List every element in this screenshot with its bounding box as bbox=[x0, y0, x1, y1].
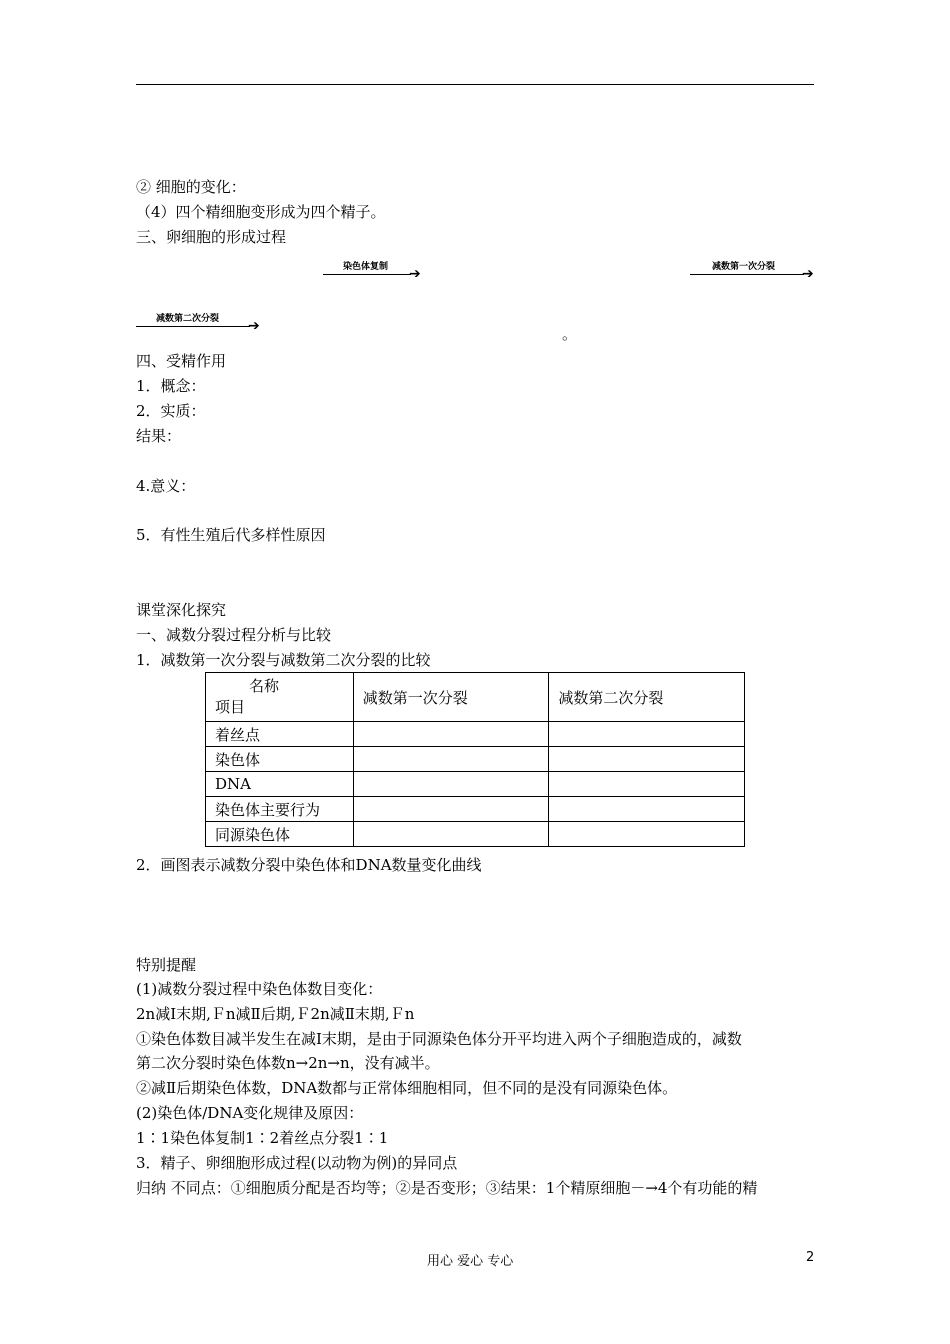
row-label: DNA bbox=[206, 772, 354, 797]
table-header-col1: 减数第一次分裂 bbox=[353, 673, 549, 722]
text-line: (2)染色体/DNA变化规律及原因： bbox=[136, 1104, 364, 1122]
arrow-meiosis-two: ➔ 减数第二次分裂 bbox=[136, 318, 258, 332]
arrow-meiosis-one: ➔ 减数第一次分裂 bbox=[690, 266, 812, 280]
arrow-right-icon: ➔ bbox=[409, 266, 421, 282]
table-cell bbox=[549, 747, 745, 772]
text-line: 结果： bbox=[136, 427, 182, 445]
table-header-corner bbox=[206, 673, 354, 722]
row-label: 染色体主要行为 bbox=[206, 797, 354, 822]
row-label: 着丝点 bbox=[206, 722, 354, 747]
table-row bbox=[206, 747, 745, 772]
row-label: 同源染色体 bbox=[206, 822, 354, 847]
table-header-row bbox=[206, 673, 745, 722]
text-line: 1．概念： bbox=[136, 377, 206, 395]
row-label: 染色体 bbox=[206, 747, 354, 772]
period-mark: 。 bbox=[562, 325, 578, 343]
table-row bbox=[206, 772, 745, 797]
table-header-col2: 减数第二次分裂 bbox=[549, 673, 745, 722]
text-line: (1)减数分裂过程中染色体数目变化： bbox=[136, 980, 383, 998]
text-line: 2．实质： bbox=[136, 402, 206, 420]
text-line: 1．减数第一次分裂与减数第二次分裂的比较 bbox=[136, 651, 431, 669]
table-row bbox=[206, 722, 745, 747]
text-line: 1∶1染色体复制1∶2着丝点分裂1∶1 bbox=[136, 1129, 389, 1147]
text-line: ② 细胞的变化： bbox=[136, 178, 246, 196]
text-line: 2．画图表示减数分裂中染色体和DNA数量变化曲线 bbox=[136, 856, 482, 874]
table-cell bbox=[549, 772, 745, 797]
section-heading: 特别提醒 bbox=[136, 956, 197, 974]
table-cell bbox=[353, 797, 549, 822]
table-cell bbox=[549, 722, 745, 747]
header-name-label: 名称 bbox=[249, 677, 280, 695]
table-cell bbox=[549, 797, 745, 822]
section-heading: 一、减数分裂过程分析与比较 bbox=[136, 626, 332, 644]
text-line: 5．有性生殖后代多样性原因 bbox=[136, 526, 326, 544]
text-line: 4.意义： bbox=[136, 477, 196, 495]
table-cell bbox=[549, 822, 745, 847]
header-item-label: 项目 bbox=[215, 698, 246, 716]
section-heading: 课堂深化探究 bbox=[136, 601, 227, 619]
arrow-right-icon: ➔ bbox=[248, 318, 260, 334]
section-heading: 三、卵细胞的形成过程 bbox=[136, 228, 287, 246]
header-rule bbox=[136, 84, 814, 85]
table-row bbox=[206, 822, 745, 847]
table-row bbox=[206, 797, 745, 822]
table-cell bbox=[353, 822, 549, 847]
table-cell bbox=[353, 722, 549, 747]
page-number: 2 bbox=[806, 1250, 815, 1265]
text-line: 2n减Ⅰ末期,Ｆn减Ⅱ后期,Ｆ2n减Ⅱ末期,Ｆn bbox=[136, 1005, 415, 1023]
arrow-right-icon: ➔ bbox=[802, 266, 814, 282]
text-line: 归纳 不同点：①细胞质分配是否均等；②是否变形；③结果：1个精原细胞－→4个有功能的精 bbox=[136, 1179, 758, 1197]
table-cell bbox=[353, 772, 549, 797]
arrow-chromosome-replication: ➔ 染色体复制 bbox=[323, 266, 419, 280]
text-line: ②减Ⅱ后期染色体数，DNA数都与正常体细胞相同，但不同的是没有同源染色体。 bbox=[136, 1079, 678, 1097]
comparison-table bbox=[205, 672, 745, 847]
footer-slogan: 用心 爱心 专心 bbox=[427, 1254, 514, 1269]
text-line: （4）四个精细胞变形成为四个精子。 bbox=[136, 203, 386, 221]
section-heading: 四、受精作用 bbox=[136, 352, 227, 370]
table-cell bbox=[353, 747, 549, 772]
text-line: 3．精子、卵细胞形成过程(以动物为例)的异同点 bbox=[136, 1154, 458, 1172]
text-line: 第二次分裂时染色体数n→2n→n，没有减半。 bbox=[136, 1054, 440, 1072]
text-line: ①染色体数目减半发生在减Ⅰ末期，是由于同源染色体分开平均进入两个子细胞造成的，减数 bbox=[136, 1030, 742, 1048]
